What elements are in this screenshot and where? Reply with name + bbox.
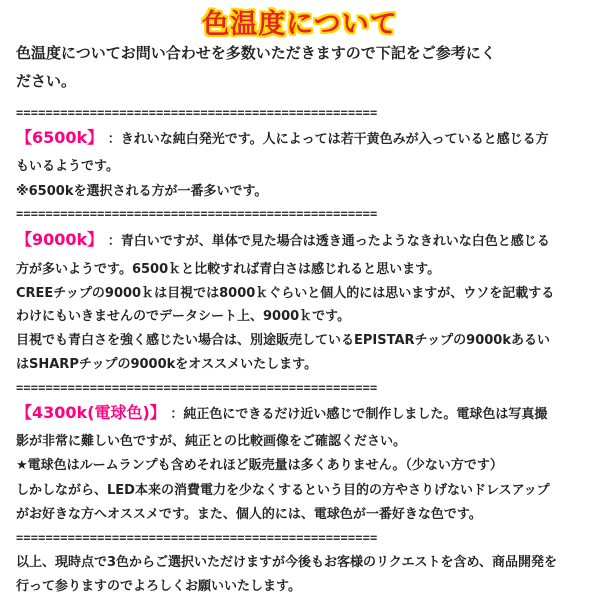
separator: ================================================= [16, 208, 378, 220]
section-9000k-header [16, 230, 588, 252]
section-9000k-line: わけにもいきませんのでデータシート上、9000ｋです。 [16, 309, 351, 324]
separator: ================================================= [16, 382, 378, 394]
section-9000k-line: 方が多いようです。6500ｋと比較すれば青白さは感じれると思います。 [16, 262, 441, 277]
section-6500k-text: ：きれいな純白発光です。人によっては若干黄色みが入っていると感じる方 [107, 132, 549, 147]
section-4300k-tag: 【4300k(電球色)】 [16, 403, 166, 422]
intro-line: ださい。 [16, 72, 77, 90]
intro-line: 色温度についてお問い合わせを多数いただきますので下記をご参考にく [16, 44, 496, 62]
page-title: 色温度について [202, 9, 398, 40]
section-9000k-line: CREEチップの9000ｋは目視では8000ｋぐらいと個人的には思いますが、ウソを記載する [16, 286, 555, 301]
section-9000k-text: ：青白いですが、単体で見た場合は透き通ったようなきれいな白色と感じる [107, 234, 550, 249]
closing-line: 以上、現時点で3色からご選択いただけますが今後もお客様のリクエストを含め、商品開発を [16, 555, 558, 570]
section-4300k-text: ：純正色にできるだけ近い感じで制作しました。電球色は写真撮 [170, 407, 548, 422]
section-4300k-line: しかしながら、LED本来の消費電力を少なくするという目的の方やさりげないドレスアップ [16, 483, 550, 498]
section-6500k-header [16, 128, 588, 150]
section-6500k-tag: 【6500k】 [16, 128, 104, 147]
section-9000k-line: 目視でも青白さを強く感じたい場合は、別途販売しているEPISTARチップの9000kあるい [16, 333, 550, 348]
section-9000k-line: はSHARPチップの9000kをオススメいたします。 [16, 357, 318, 372]
section-6500k-line: もいるようです。 [16, 159, 119, 174]
section-9000k-tag: 【9000k】 [16, 230, 104, 249]
section-6500k-line: ※6500kを選択される方が一番多いです。 [16, 184, 268, 199]
section-4300k-line: 影が非常に難しい色ですが、純正との比較画像をご確認ください。 [16, 434, 407, 449]
closing-line: 行って参りますのでよろしくお願いいたします。 [16, 579, 301, 594]
separator: ================================================= [16, 532, 378, 544]
section-4300k-line: がお好きな方へオススメです。また、個人的には、電球色が一番好きな色です。 [16, 507, 482, 522]
section-4300k-header [16, 403, 588, 425]
section-4300k-line: ★電球色はルームランプも含めそれほど販売量は多くありません。（少ない方です） [16, 458, 503, 473]
separator: ================================================= [16, 107, 378, 119]
